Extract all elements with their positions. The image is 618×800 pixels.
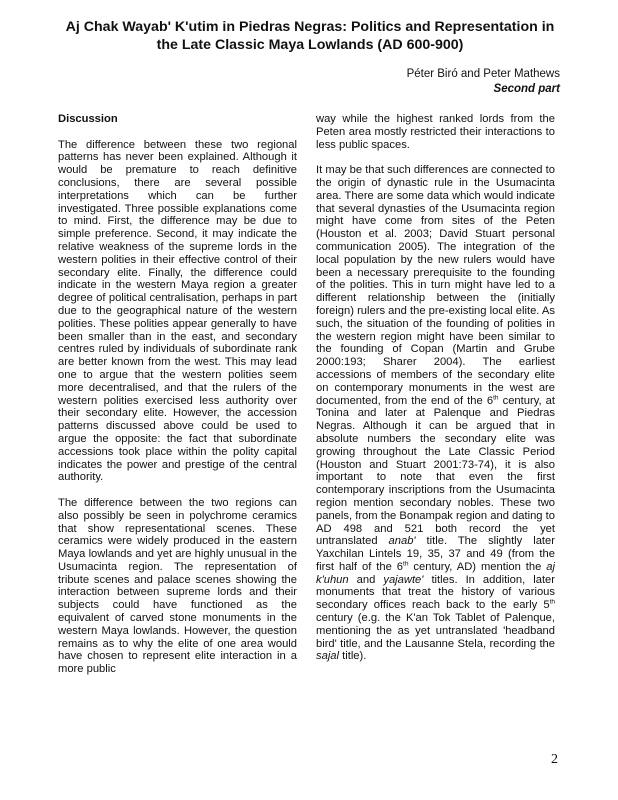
right-column [316, 113, 555, 676]
text-run: and [348, 573, 384, 586]
paper-title [40, 18, 580, 54]
text-run: titles. In addition, later monuments that treat the history of various secondary offices reach back to the early 5 [316, 573, 556, 612]
italic-term: sajal [316, 650, 340, 663]
title-line-1: Aj Chak Wayab' K'utim in Piedras Negras: Politics and Representation in [65, 19, 555, 35]
superscript: th [493, 393, 499, 401]
page-number: 2 [551, 752, 558, 767]
title-line-2: the Late Classic Maya Lowlands (AD 600-900) [156, 37, 464, 53]
left-column [58, 113, 297, 689]
paragraph [316, 164, 555, 663]
italic-term: yajawte' [383, 573, 424, 586]
text-run: century, at Tonina and later at Palenque and Piedras Negras. Although it can be argued that in absolute numbers the secondary elite was growing throughout the Late Classic Period (Houston and Stuart 2001:73-74), it is also important to note that even the first contemporary inscriptions from the Usumacinta region mention secondary nobles. These two panels, from the Bonampak region and dating to AD 498 and 521 both record the yet untranslated [316, 394, 556, 548]
author-block [407, 67, 560, 97]
italic-term: aj k'uhun [316, 560, 555, 586]
text-run: century (e.g. the K'an Tok Tablet of Palenque, mentioning the as yet untranslated 'headband bird' title, and the Lausanne Stela, recording the [316, 612, 555, 650]
paragraph: The difference between these two regional patterns has never been explained. Although it would be premature to reach definitive conclusions, there are several possible interpretations which can be further investigated. Three possible explanations come to mind. First, the difference may be due to simple preference. Second, it may indicate the relative weakness of the supreme lords in the western polities in their effective control of their secondary elite. Finally, the difference could indicate in the western Maya region a greater degree of political centralisation, perhaps in part due to the geographical nature of the western polities. These polities appear generally to have been smaller than in the east, and secondary centres ruled by individuals of subordinate rank are better known from the west. This may lead one to argue that the western polities seem more decentralised, and that the rulers of the western polities exercised less authority over their secondary elite. However, the accession patterns discussed above could be used to argue the opposite: the fact that subordinate accessions took place within the polity capital indicates the power and prestige of the central authority. [58, 138, 297, 484]
paragraph: The difference between the two regions can also possibly be seen in polychrome ceramics that show representational scenes. These ceramics were widely produced in the eastern Maya lowlands and yet are highly unusual in the Usumacinta region. The representation of tribute scenes and palace scenes showing the interaction between supreme lords and their subjects could have functioned as the equivalent of carved stone monuments in the western Maya lowlands. However, the question remains as to why the elite of one area would have chosen to represent elite interaction in a more public [58, 496, 297, 676]
text-run: title). [339, 650, 367, 663]
italic-term: anab' [388, 535, 416, 548]
authors: Péter Biró and Peter Mathews [406, 68, 560, 80]
section-heading: Discussion [58, 113, 118, 125]
part-label: Second part [493, 83, 560, 95]
text-run: title. The slightly later Yaxchilan Lintels 19, 35, 37 and 49 (from the first half of the 6 [316, 535, 555, 573]
superscript: th [549, 598, 555, 606]
text-run: century, AD) mention the [408, 560, 547, 573]
superscript: th [403, 560, 409, 568]
text-run: It may be that such differences are connected to the origin of dynastic rule in the Usumacinta area. There are some data which would indicate that several dynasties of the Usumacinta region might have come from sites of the Peten (Houston et al. 2003; David Stuart personal communication 2005). The integration of the local population by the new rulers would have been a necessary prerequisite to the founding of the polities. This in turn might have led to a different relationship between the (initially foreign) rulers and the pre-existing local elite. As such, the situation of the founding of polities in the western region might have been similar to the founding of Copan (Martin and Grube 2000:193; Sharer 2004). The earliest accessions of members of the secondary elite on contemporary monuments in the west are documented, from the end of the 6 [316, 164, 555, 407]
paragraph: way while the highest ranked lords from the Peten area mostly restricted their interactions to less public spaces. [316, 113, 555, 151]
